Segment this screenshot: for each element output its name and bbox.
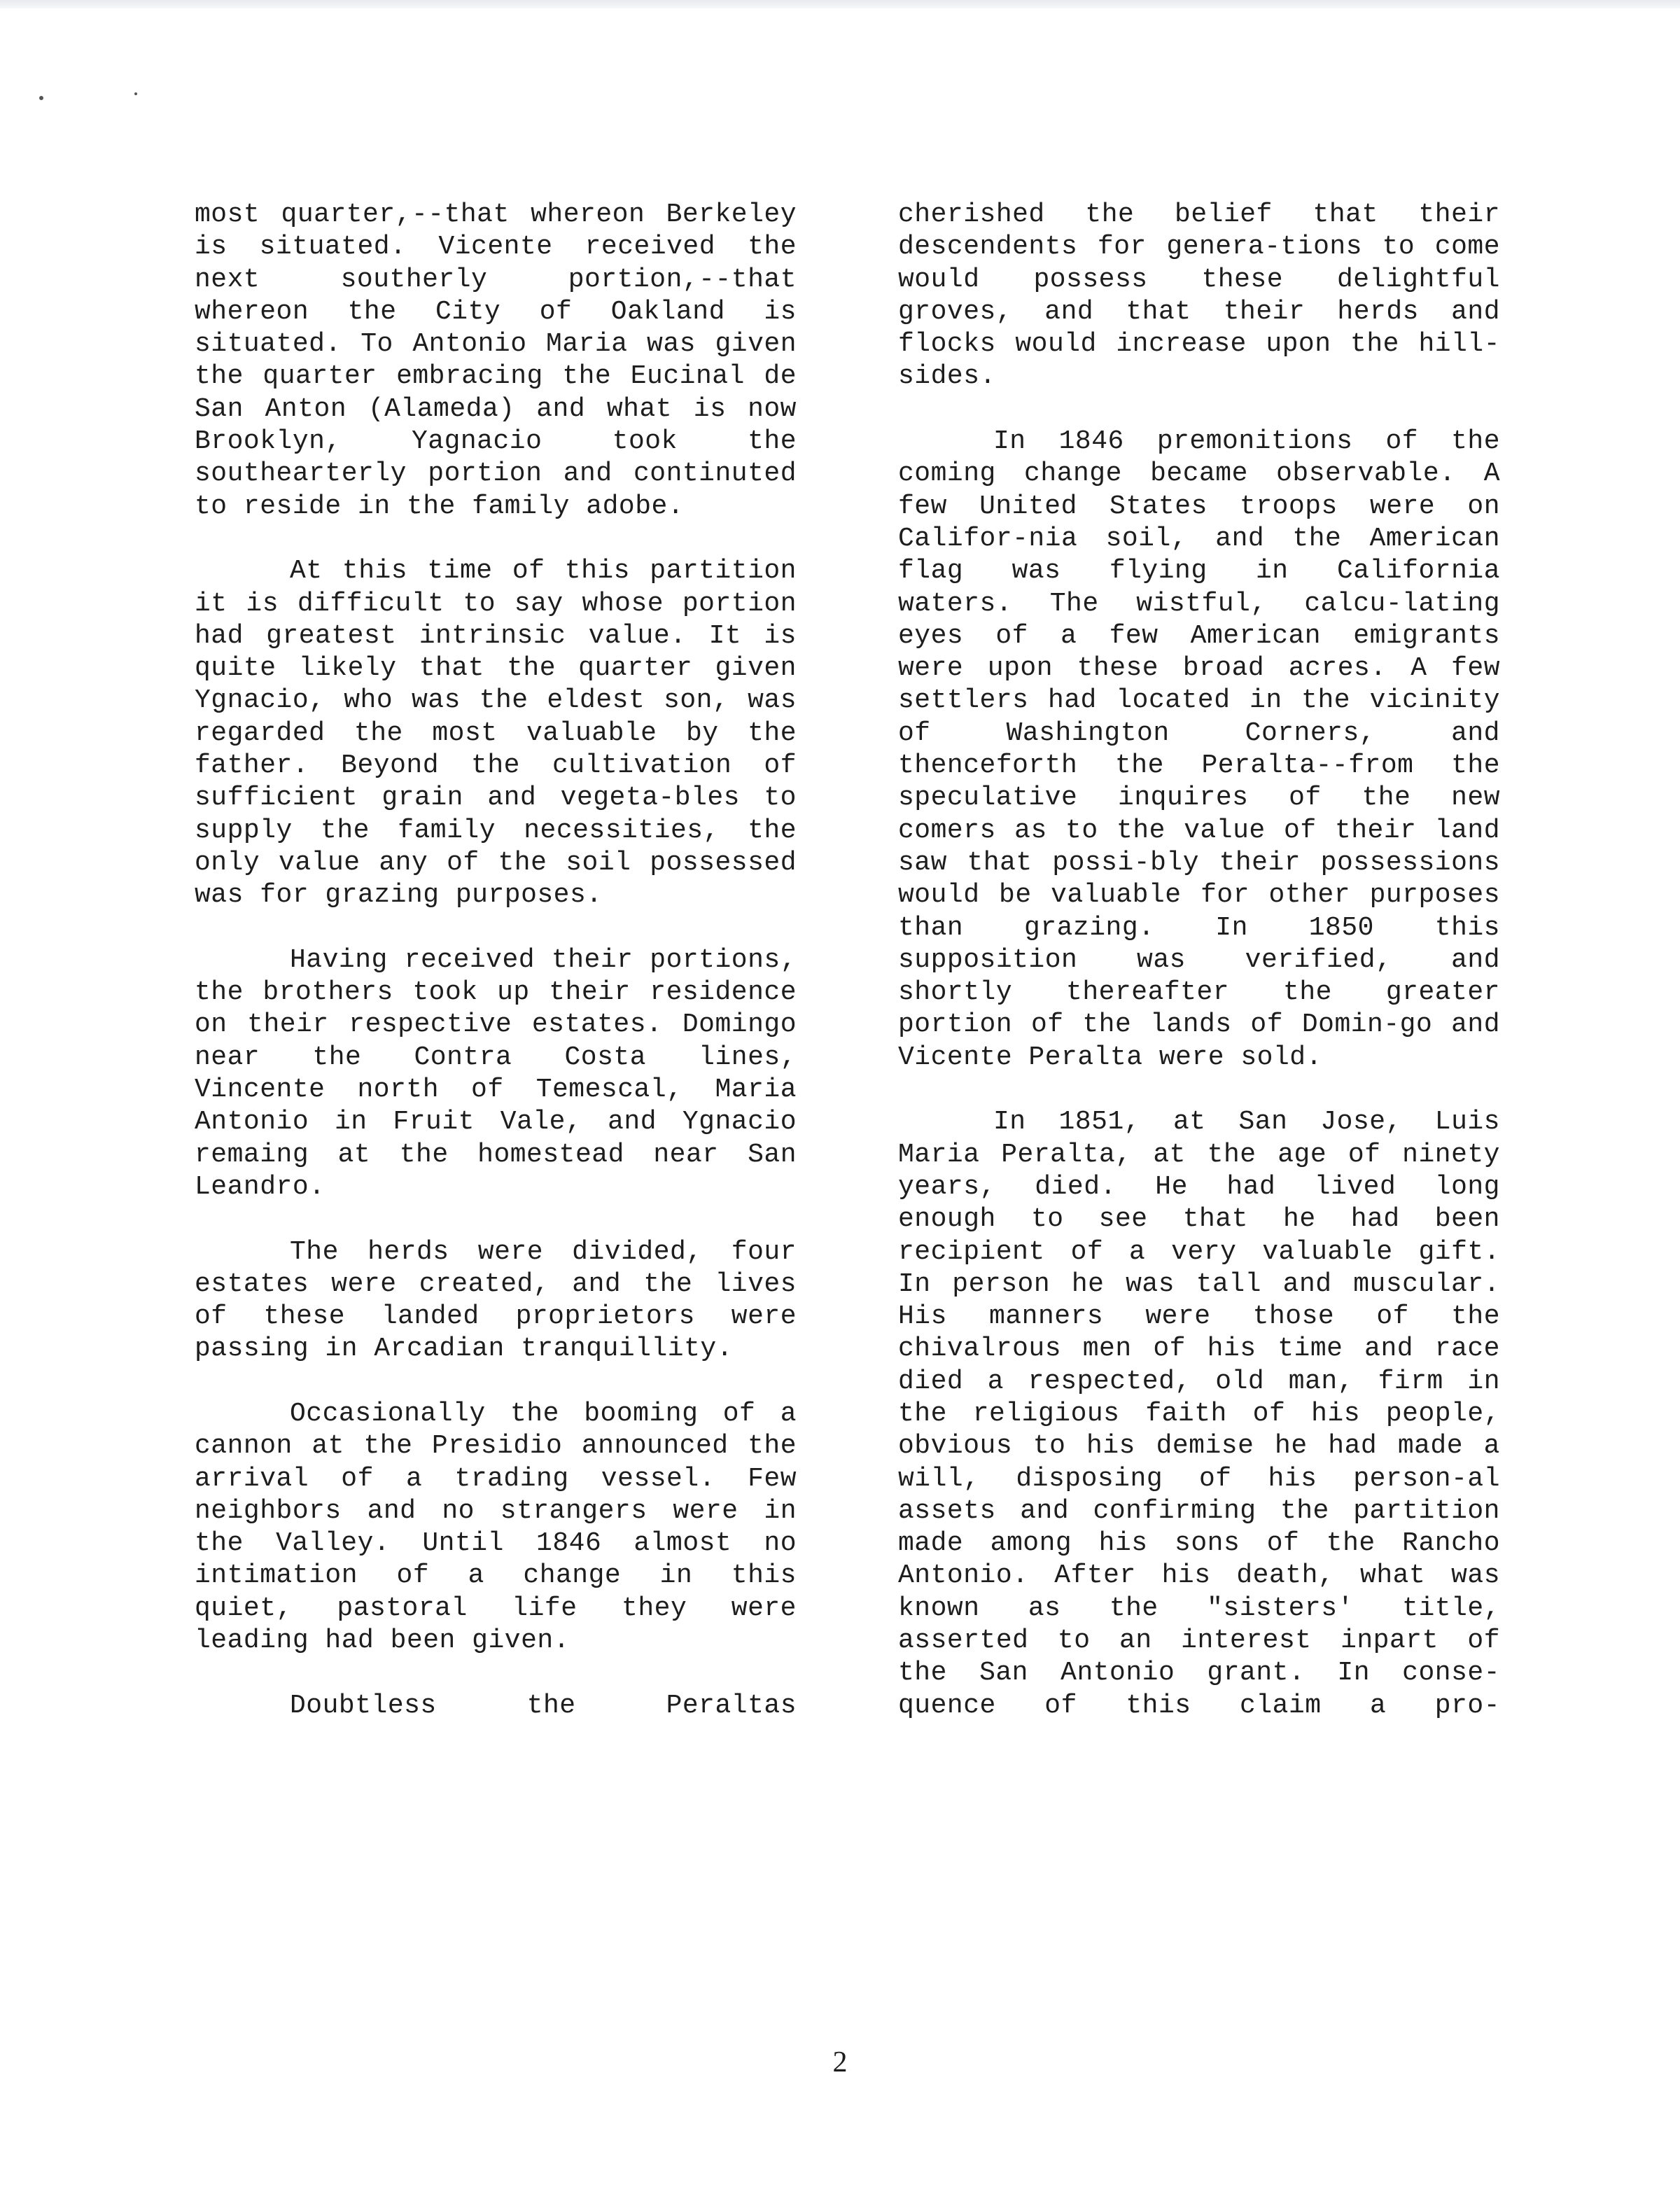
right-text-column <box>898 199 1500 1754</box>
scan-top-edge <box>0 0 1680 8</box>
paragraph: Occasionally the booming of a cannon at the Presidio announced the arrival of a trading vessel. Few neighbors and no strangers were in the Valley. Until 1846 almost no intimation of a change in this quiet, pastoral life they were leading had been given. <box>195 1398 797 1656</box>
page-number: 2 <box>832 2046 848 2078</box>
paragraph: In 1851, at San Jose, Luis Maria Peralta, at the age of ninety years, died. He had lived long enough to see that he had been recipient of a very valuable gift. In person he was tall and muscular. His manners were those of the chivalrous men of his time and race died a respected, old man, firm in the religious faith of his people, obvious to his demise he had made a will, disposing of his person-al assets and confirming the partition made among his sons of the Rancho Antonio. After his death, what was known as the "sisters' title, asserted to an interest inpart of the San Antonio grant. In conse-quence of this claim a pro- <box>898 1107 1500 1721</box>
paragraph: most quarter,--that whereon Berkeley is situated. Vicente received the next southerly portion,--that whereon the City of Oakland is situated. To Antonio Maria was given the quarter embracing the Eucinal de San Anton (Alameda) and what is now Brooklyn, Yagnacio took the southearterly portion and continuted to reside in the family adobe. <box>195 200 797 522</box>
paragraph: cherished the belief that their descendents for genera-tions to come would possess these delightful groves, and that their herds and flocks would increase upon the hill-sides. <box>898 200 1500 392</box>
paragraph: The herds were divided, four estates were created, and the lives of these landed proprietors were passing in Arcadian tranquillity. <box>195 1236 797 1364</box>
paragraph: At this time of this partition it is difficult to say whose portion had greatest intrinsic value. It is quite likely that the quarter given Ygnacio, who was the eldest son, was regarded the most valuable by the father. Beyond the cultivation of sufficient grain and vegeta-bles to supply the family necessities, the only value any of the soil possessed was for grazing purposes. <box>195 556 797 911</box>
scan-speck <box>134 92 137 95</box>
left-text-column <box>195 199 797 1754</box>
paragraph: Having received their portions, the brothers took up their residence on their respective estates. Domingo near the Contra Costa lines, Vincente north of Temescal, Maria Antonio in Fruit Vale, and Ygnacio remaing at the homestead near San Leandro. <box>195 944 797 1202</box>
paragraph: Doubtless the Peraltas <box>290 1690 797 1721</box>
scan-speck <box>39 96 43 100</box>
paragraph: In 1846 premonitions of the coming change became observable. A few United States troops were on Califor-nia soil, and the American flag was flying in California waters. The wistful, calcu-lating eyes of a few American emigrants were upon these broad acres. A few settlers had located in the vicinity of Washington Corners, and thenceforth the Peralta--from the speculative inquires of the new comers as to the value of their land saw that possi-bly their possessions would be valuable for other purposes than grazing. In 1850 this supposition was verified, and shortly thereafter the greater portion of the lands of Domin-go and Vicente Peralta were sold. <box>898 426 1500 1072</box>
